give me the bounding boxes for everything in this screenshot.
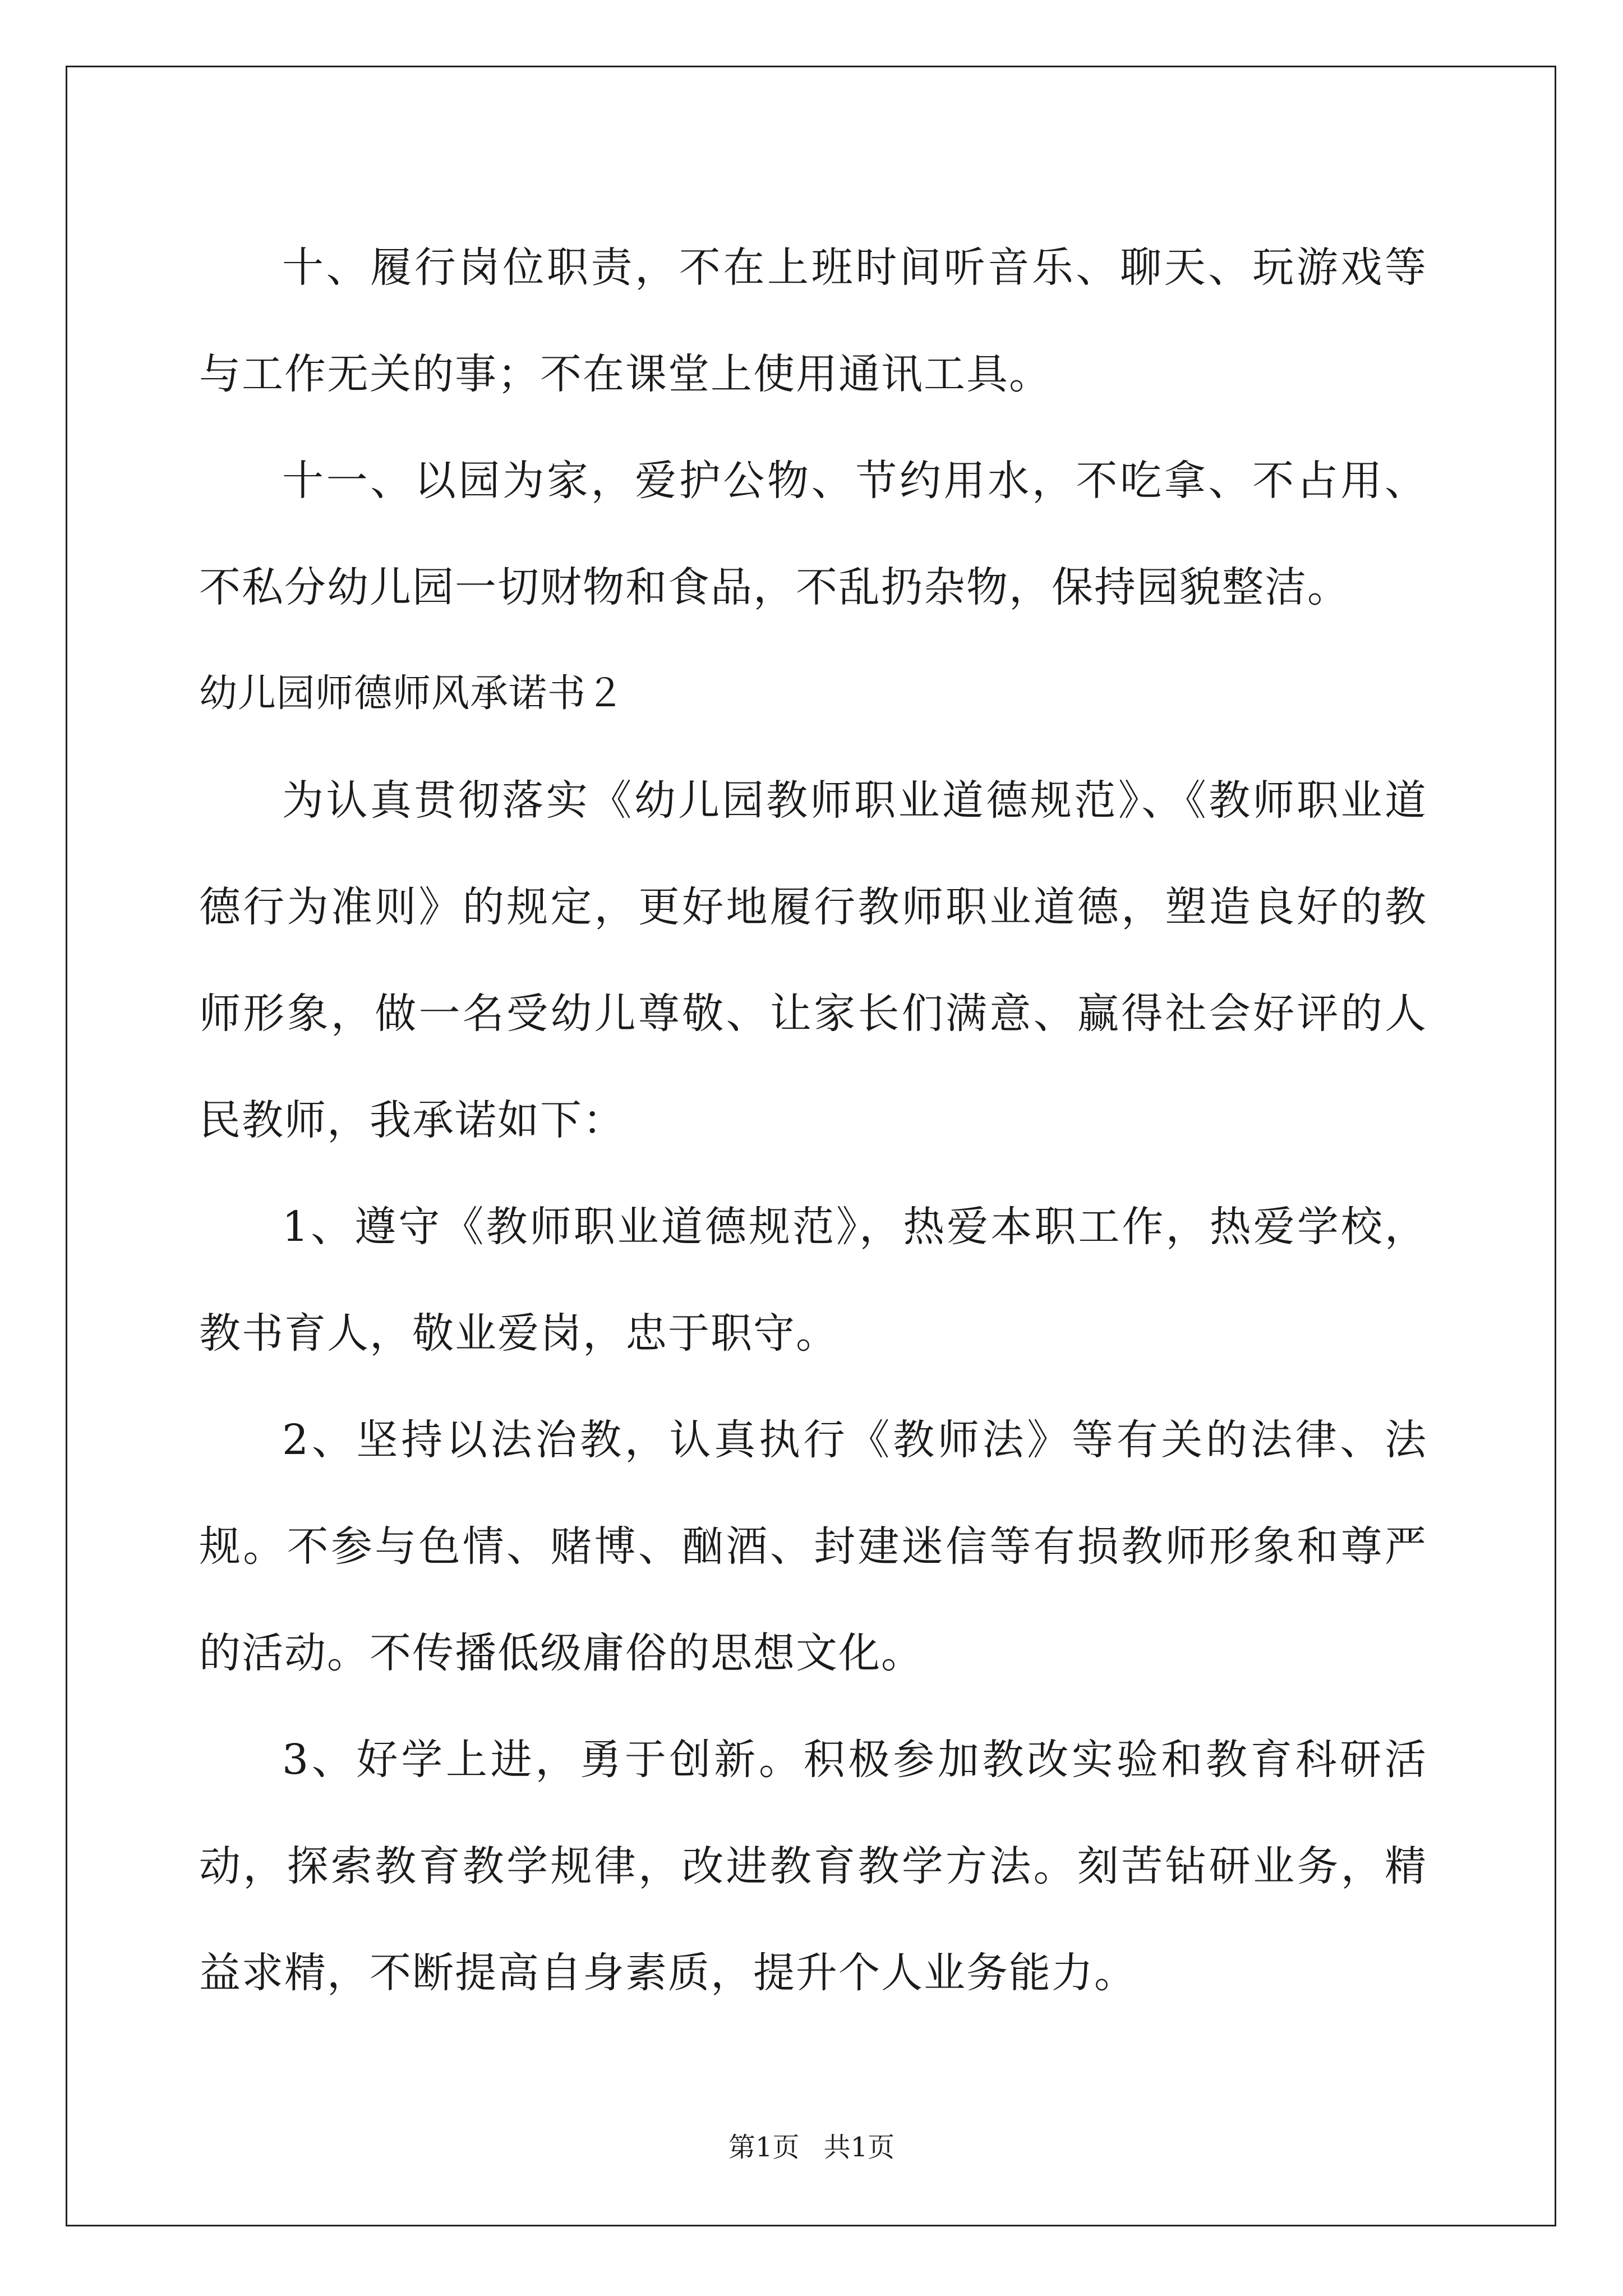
page-number-total: 共1页 xyxy=(823,2132,895,2163)
paragraph-item-1: 1、遵守《教师职业道德规范》，热爱本职工作，热爱学校，教书育人，敬业爱岗，忠于职守。 xyxy=(199,1203,1427,1358)
paragraph-item-2: 2、坚持以法治教，认真执行《教师法》等有关的法律、法规。不参与色情、赌博、酗酒、封建迷信等有损教师形象和尊严的活动。不传播低级庸俗的思想文化。 xyxy=(199,1416,1427,1677)
paragraph-item-11: 十一、以园为家，爱护公物、节约用水，不吃拿、不占用、不私分幼儿园一切财物和食品，不乱扔杂物，保持园貌整洁。 xyxy=(199,457,1427,611)
document-body xyxy=(199,214,1427,2026)
paragraph-item-3: 3、好学上进，勇于创新。积极参加教改实验和教育科研活动，探索教育教学规律，改进教育教学方法。刻苦钻研业务，精益求精，不断提高自身素质，提升个人业务能力。 xyxy=(199,1736,1427,1997)
page-number-current: 第1页 xyxy=(728,2132,800,2163)
section-heading: 幼儿园师德师风承诺书２ xyxy=(199,671,625,716)
page-footer xyxy=(0,2131,1623,2164)
paragraph-intro: 为认真贯彻落实《幼儿园教师职业道德规范》、《教师职业道德行为准则》的规定，更好地履行教师职业道德，塑造良好的教师形象，做一名受幼儿尊敬、让家长们满意、赢得社会好评的人民教师，我承诺如下： xyxy=(199,776,1427,1144)
paragraph-item-10: 十、履行岗位职责，不在上班时间听音乐、聊天、玩游戏等与工作无关的事；不在课堂上使用通讯工具。 xyxy=(199,243,1427,398)
